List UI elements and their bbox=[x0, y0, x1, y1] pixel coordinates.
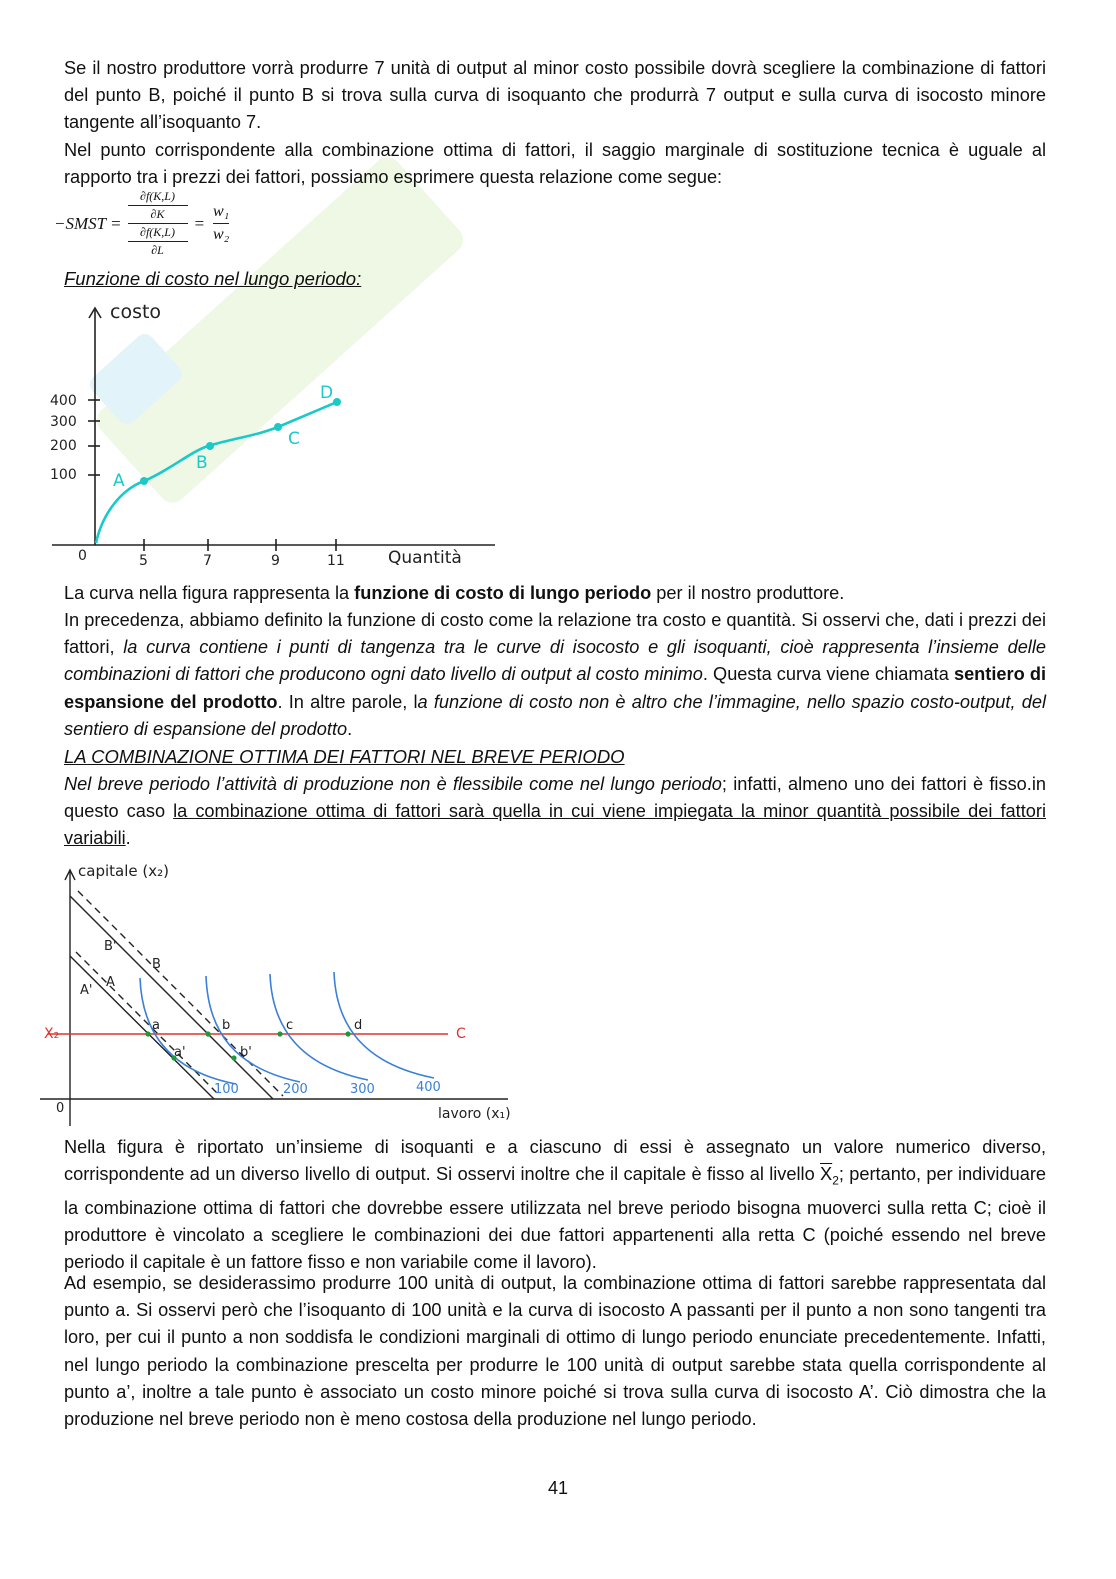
x-tick-7: 7 bbox=[203, 553, 212, 569]
p5-italic: Nel breve periodo l’attività di produzione non è flessibile come nel lungo periodo bbox=[64, 774, 722, 794]
paragraph-5 bbox=[64, 771, 1046, 853]
paragraph-2: Nel punto corrispondente alla combinazione ottima di fattori, il saggio marginale di sostituzione tecnica è uguale al rapporto tra i prezzi dei fattori, possiamo esprimere questa relazione come segue: bbox=[64, 140, 1046, 188]
p4-b: . Questa curva viene chiamata bbox=[702, 664, 954, 685]
paragraph-4 bbox=[64, 607, 1046, 743]
point-b-prime-dot bbox=[231, 1055, 236, 1060]
p3-pre: La curva nella figura rappresenta la bbox=[64, 583, 355, 603]
x-axis-label: Quantità bbox=[388, 548, 462, 568]
label-point-a-prime: a' bbox=[174, 1045, 186, 1060]
formula-w2: w₂ bbox=[213, 226, 230, 243]
x-tick-5: 5 bbox=[139, 553, 148, 569]
formula-main-bar bbox=[128, 223, 188, 224]
cost-curve bbox=[96, 402, 337, 543]
formula-lhs: −SMST = bbox=[54, 213, 122, 233]
isocost-b-line bbox=[70, 896, 273, 1099]
formula-price-ratio bbox=[213, 203, 229, 244]
paragraph-3 bbox=[64, 580, 1046, 607]
capital-axis-label: capitale (x₂) bbox=[78, 862, 169, 880]
label-point-c: c bbox=[286, 1018, 294, 1033]
heading-long-run-cost: Funzione di costo nel lungo periodo: bbox=[64, 268, 362, 289]
isoquant-100-label: 100 bbox=[214, 1082, 239, 1097]
p5-a: ; infatti, almeno uno dei fattori è fisso.in questo caso bbox=[64, 774, 1046, 822]
p5-underline: la combinazione ottima di fattori sarà quella in cui viene impiegata la minor quantità possibile dei fattori variabili bbox=[64, 801, 1046, 849]
point-b-label: B bbox=[196, 453, 208, 473]
smst-formula bbox=[54, 190, 229, 257]
formula-num-top: ∂f(K,L) bbox=[140, 189, 175, 203]
point-d-label: D bbox=[320, 383, 334, 403]
label-point-d: d bbox=[354, 1018, 363, 1033]
point-c-dot bbox=[277, 1031, 282, 1036]
isoquant-200-label: 200 bbox=[283, 1082, 308, 1097]
origin-label: 0 bbox=[78, 548, 87, 564]
formula-equals: = bbox=[193, 213, 205, 233]
label-b: B bbox=[152, 957, 161, 972]
y-tick-300: 300 bbox=[50, 414, 77, 430]
formula-w1: w₁ bbox=[213, 203, 230, 220]
p4-bold: sentiero di espansione del prodotto bbox=[64, 664, 1046, 712]
isoquant-400 bbox=[334, 972, 434, 1078]
label-point-a: a bbox=[152, 1018, 160, 1033]
point-b-marker bbox=[206, 442, 214, 450]
line-c-label: C bbox=[456, 1026, 466, 1042]
formula-den-bottom: ∂L bbox=[151, 243, 164, 257]
x2-level-label: X₂ bbox=[44, 1026, 60, 1042]
y-axis-label: costo bbox=[110, 301, 162, 323]
formula-num-bottom: ∂K bbox=[150, 207, 165, 221]
labor-axis-label: lavoro (x₁) bbox=[438, 1106, 511, 1122]
isoquant-400-label: 400 bbox=[416, 1080, 441, 1095]
isoquant-300-label: 300 bbox=[350, 1082, 375, 1097]
y-tick-200: 200 bbox=[50, 438, 77, 454]
formula-den-bar bbox=[128, 241, 188, 242]
label-b-prime: B' bbox=[104, 939, 117, 954]
point-d-dot bbox=[345, 1031, 350, 1036]
x-tick-9: 9 bbox=[271, 553, 280, 569]
p6-xbar: $\overline{X}$ bbox=[820, 1164, 833, 1185]
p4-italic1: la curva contiene i punti di tangenza tra le curve di isocosto e gli isoquanti, cioè rappresenta l’insieme delle combinazioni di fattori che producono ogni dato livello di output al costo minimo bbox=[64, 637, 1047, 685]
paragraph-7: Ad esempio, se desiderassimo produrre 100 unità di output, la combinazione ottima di fattori sarebbe rappresentata dal punto a. Si osservi però che l’isoquanto di 100 unità e la curva di isocosto A passanti per il punto a non sono tangenti tra loro, per cui il punto a non soddisfa le condizioni marginali di ottimo di lungo periodo enunciate precedentemente. Infatti, nel lungo periodo la combinazione prescelta per produrre le 100 unità di output sarebbe stata quella corrispondente al punto a’, inoltre a tale punto è associato un costo minore poiché si trova sulla curva di isocosto A’. Ciò dimostra che la produzione nel breve periodo non è meno costosa della produzione nel lungo periodo. bbox=[64, 1273, 1046, 1430]
p3-post: per il nostro produttore. bbox=[651, 583, 845, 603]
p4-d: . bbox=[347, 718, 353, 739]
paragraph-1: Se il nostro produttore vorrà produrre 7 unità di output al minor costo possibile dovrà scegliere la combinazione di fattori del punto B, poiché il punto B si trova sulla curva di isoquanto che produrrà 7 output e sulla curva di isocosto minore tangente all’isoquanto 7. bbox=[64, 58, 1046, 133]
label-a: A bbox=[106, 975, 115, 990]
p6-sub: 2 bbox=[832, 1173, 839, 1188]
label-a-prime: A' bbox=[80, 983, 93, 998]
y-tick-100: 100 bbox=[50, 467, 77, 483]
p4-c: . In altre parole, l bbox=[277, 691, 418, 712]
x-tick-11: 11 bbox=[327, 553, 345, 569]
short-run-chart bbox=[38, 856, 538, 1128]
y-tick-400: 400 bbox=[50, 393, 77, 409]
p6-a: Nella figura è riportato un’insieme di isoquanti e a ciascuno di essi è assegnato un valore numerico diverso, corrispondente ad un diverso livello di output. Si osservi inoltre che il capitale è fisso al livello bbox=[64, 1137, 1046, 1185]
label-point-b-prime: b' bbox=[240, 1045, 252, 1060]
formula-num-bar bbox=[128, 205, 188, 206]
formula-main-fraction bbox=[128, 190, 188, 257]
point-c-marker bbox=[274, 423, 282, 431]
point-b-dot bbox=[205, 1031, 210, 1036]
point-d-marker bbox=[333, 398, 341, 406]
p4-italic2: a funzione di costo non è altro che l’immagine, nello spazio costo-output, del sentiero di espansione del prodotto bbox=[64, 691, 1046, 739]
formula-numerator bbox=[128, 190, 188, 221]
point-c-label: C bbox=[288, 429, 300, 449]
formula-den-top: ∂f(K,L) bbox=[140, 225, 175, 239]
point-a-dot bbox=[145, 1031, 150, 1036]
point-a-marker bbox=[140, 477, 148, 485]
isocost-a-line bbox=[70, 956, 214, 1099]
formula-denominator bbox=[128, 226, 188, 257]
p3-bold: funzione di costo di lungo periodo bbox=[354, 583, 652, 603]
formula-ratio-bar bbox=[213, 223, 229, 224]
page-number: 41 bbox=[547, 1478, 569, 1498]
p4-a: In precedenza, abbiamo definito la funzione di costo come la relazione tra costo e quantità. Si osservi che, dati i prezzi dei fattori, bbox=[64, 610, 1046, 658]
heading-short-run: LA COMBINAZIONE OTTIMA DEI FATTORI NEL BREVE PERIODO bbox=[64, 746, 625, 767]
p5-b: . bbox=[125, 828, 131, 849]
p6-b: ; pertanto, per individuare la combinazione ottima di fattori che dovrebbe essere utilizzata nel breve periodo bisogna muoverci sulla retta C; cioè il produttore è vincolato a scegliere le combinazioni dei due fattori appartenenti alla retta C (poiché essendo nel breve periodo il capitale è un fattore fisso e non variabile come il lavoro). bbox=[64, 1164, 1046, 1273]
point-a-label: A bbox=[113, 471, 125, 491]
long-run-cost-chart bbox=[40, 300, 510, 575]
origin-label-2: 0 bbox=[56, 1101, 65, 1116]
paragraph-6 bbox=[64, 1134, 1046, 1277]
label-point-b: b bbox=[222, 1018, 231, 1033]
